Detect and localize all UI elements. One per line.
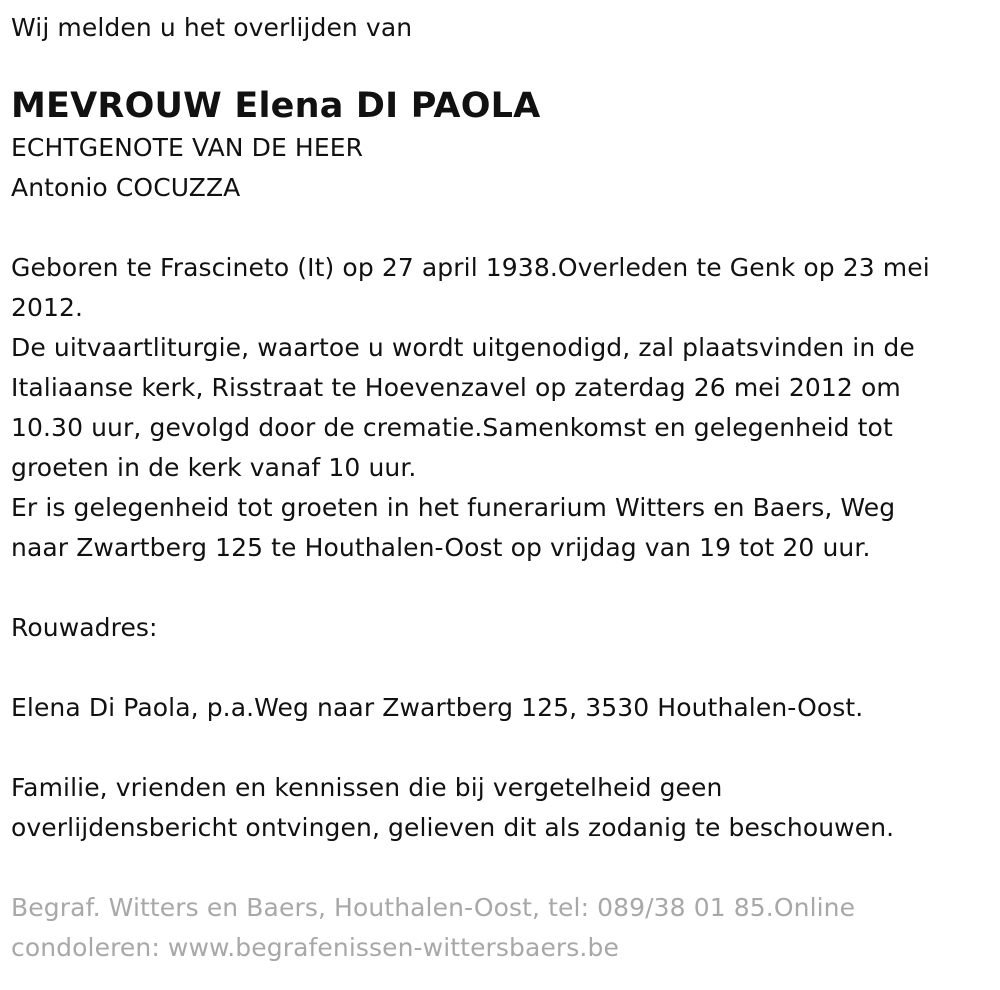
body-line: naar Zwartberg 125 te Houthalen-Oost op vrijdag van 19 tot 20 uur.: [11, 533, 871, 562]
relation-line-1: ECHTGENOTE VAN DE HEER: [11, 133, 364, 162]
mourning-address: Elena Di Paola, p.a.Weg naar Zwartberg 125, 3530 Houthalen-Oost.: [11, 693, 864, 722]
deceased-name: MEVROUW Elena DI PAOLA: [11, 86, 541, 126]
spacer: [11, 648, 1000, 688]
body-paragraph: [11, 248, 1000, 568]
spacer: [11, 848, 1000, 888]
body-line: De uitvaartliturgie, waartoe u wordt uitgenodigd, zal plaatsvinden in de: [11, 333, 915, 362]
family-line: overlijdensbericht ontvingen, gelieven dit als zodanig te beschouwen.: [11, 813, 895, 842]
body-line: groeten in de kerk vanaf 10 uur.: [11, 453, 417, 482]
body-line: Geboren te Frascineto (It) op 27 april 1938.Overleden te Genk op 23 mei: [11, 253, 930, 282]
spacer: [11, 208, 1000, 248]
body-line: 10.30 uur, gevolgd door de crematie.Samenkomst en gelegenheid tot: [11, 413, 893, 442]
body-line: 2012.: [11, 293, 84, 322]
address-label: Rouwadres:: [11, 613, 158, 642]
footer-line: condoleren: www.begrafenissen-wittersbaers.be: [11, 933, 619, 962]
family-paragraph: [11, 768, 1000, 848]
footer-credit: [11, 888, 1000, 968]
spacer: [11, 568, 1000, 608]
relation-line-2: Antonio COCUZZA: [11, 173, 241, 202]
family-line: Familie, vrienden en kennissen die bij vergetelheid geen: [11, 773, 723, 802]
footer-line: Begraf. Witters en Baers, Houthalen-Oost, tel: 089/38 01 85.Online: [11, 893, 856, 922]
body-line: Italiaanse kerk, Risstraat te Hoevenzavel op zaterdag 26 mei 2012 om: [11, 373, 901, 402]
body-line: Er is gelegenheid tot groeten in het funerarium Witters en Baers, Weg: [11, 493, 896, 522]
spacer: [11, 728, 1000, 768]
intro-text: Wij melden u het overlijden van: [11, 13, 413, 42]
